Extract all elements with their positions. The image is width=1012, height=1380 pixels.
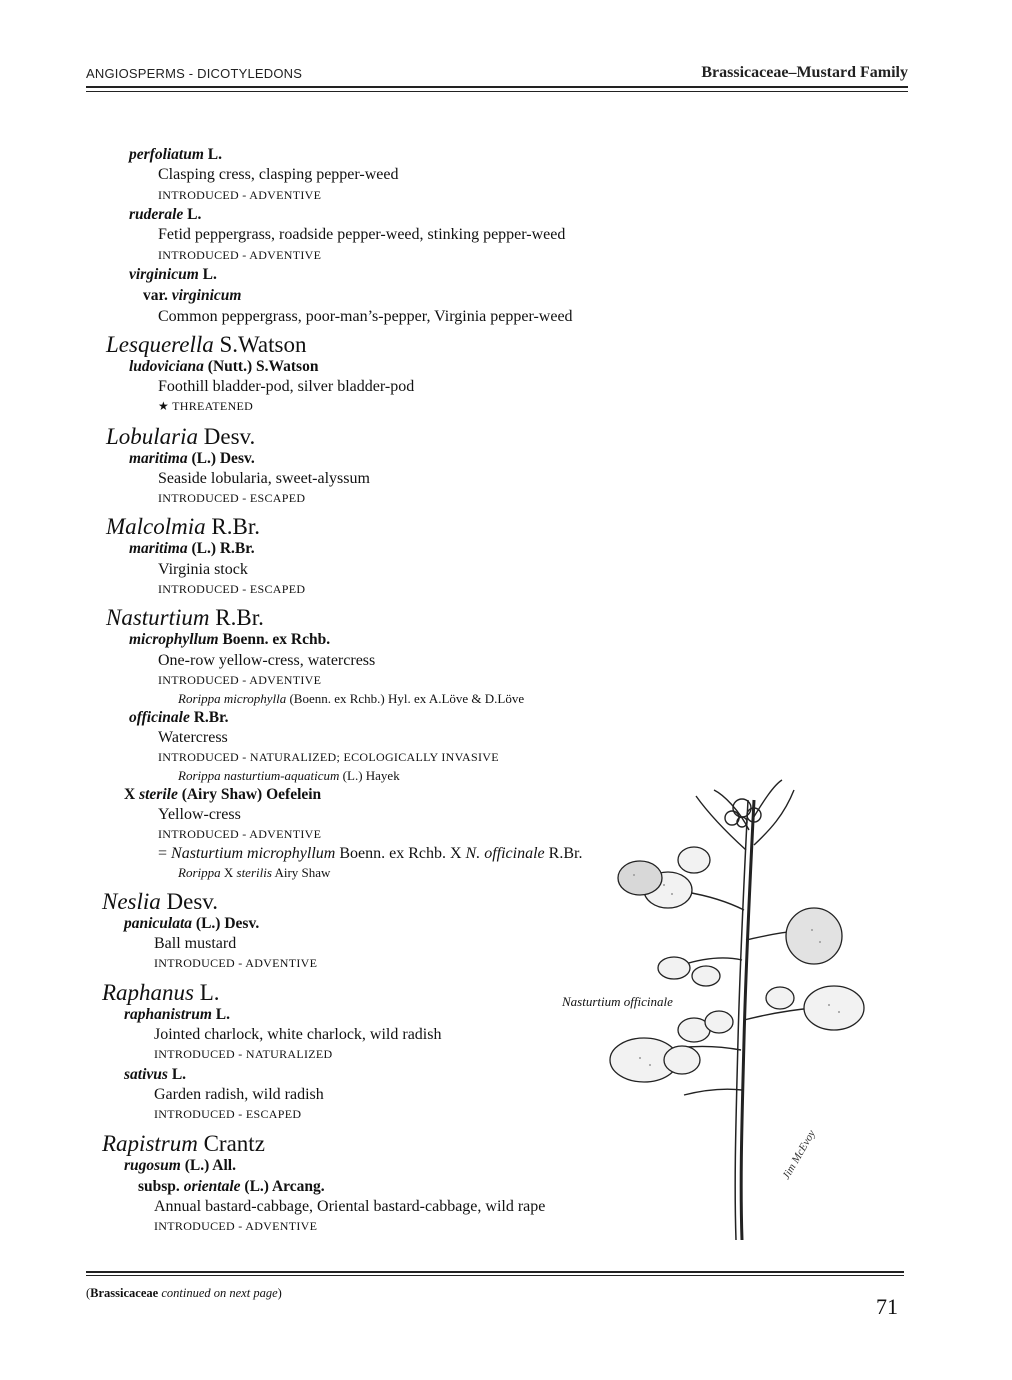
genus-malcolmia: Malcolmia R.Br. <box>106 514 260 539</box>
genus-raphanus: Raphanus L. <box>102 980 220 1005</box>
common-name: Common peppergrass, poor-man’s-pepper, Virginia pepper-weed <box>158 308 573 325</box>
genus-nasturtium: Nasturtium R.Br. <box>106 605 264 630</box>
status: INTRODUCED - ADVENTIVE <box>158 827 322 841</box>
status: INTRODUCED - ADVENTIVE <box>154 956 318 970</box>
status: INTRODUCED - ESCAPED <box>158 491 306 505</box>
common-name: Yellow-cress <box>158 806 241 823</box>
common-name: Jointed charlock, white charlock, wild radish <box>154 1026 442 1043</box>
status: INTRODUCED - ADVENTIVE <box>158 248 322 262</box>
species-rugosum: rugosum (L.) All. <box>124 1157 236 1174</box>
synonym: Rorippa nasturtium-aquaticum (L.) Hayek <box>178 768 400 783</box>
status: INTRODUCED - ADVENTIVE <box>154 1219 318 1233</box>
illustrator-signature: Jim McEvoy <box>780 1128 818 1182</box>
illustration-caption: Nasturtium officinale <box>562 994 673 1009</box>
status: INTRODUCED - ADVENTIVE <box>158 673 322 687</box>
common-name: Garden radish, wild radish <box>154 1086 324 1103</box>
page-number: 71 <box>876 1294 898 1319</box>
synonym: Rorippa X sterilis Airy Shaw <box>178 865 331 880</box>
common-name: Seaside lobularia, sweet-alyssum <box>158 470 370 487</box>
common-name: Foothill bladder-pod, silver bladder-pod <box>158 378 415 395</box>
species-virginicum: virginicum L. <box>129 266 217 283</box>
common-name: One-row yellow-cress, watercress <box>158 652 376 669</box>
common-name: Ball mustard <box>154 935 237 952</box>
species-officinale: officinale R.Br. <box>129 709 229 726</box>
common-name: Clasping cress, clasping pepper-weed <box>158 166 399 183</box>
status: INTRODUCED - ESCAPED <box>154 1107 302 1121</box>
status: INTRODUCED - ADVENTIVE <box>158 188 322 202</box>
species-sterile: X sterile (Airy Shaw) Oefelein <box>124 786 322 803</box>
species-maritima: maritima (L.) Desv. <box>129 450 255 467</box>
continuation-note: (Brassicaceae continued on next page) <box>86 1286 282 1300</box>
status: INTRODUCED - ESCAPED <box>158 582 306 596</box>
genus-lesquerella: Lesquerella S.Watson <box>106 332 307 357</box>
species-ruderale: ruderale L. <box>129 206 202 223</box>
species-sativus: sativus L. <box>124 1066 187 1083</box>
footer-rule <box>86 1271 904 1273</box>
common-name: Virginia stock <box>158 561 248 578</box>
species-microphyllum: microphyllum Boenn. ex Rchb. <box>129 631 331 648</box>
common-name: Watercress <box>158 729 228 746</box>
header-rule <box>86 86 908 88</box>
species-paniculata: paniculata (L.) Desv. <box>124 915 260 932</box>
status: ★ THREATENED <box>158 399 254 413</box>
variety: var. virginicum <box>143 287 242 304</box>
common-name: Fetid peppergrass, roadside pepper-weed, stinking pepper-weed <box>158 226 566 243</box>
status: INTRODUCED - NATURALIZED; ECOLOGICALLY INVASIVE <box>158 750 499 764</box>
genus-rapistrum: Rapistrum Crantz <box>102 1131 265 1156</box>
species-maritima: maritima (L.) R.Br. <box>129 540 255 557</box>
species-raphanistrum: raphanistrum L. <box>124 1006 230 1023</box>
common-name: Annual bastard-cabbage, Oriental bastard-cabbage, wild rape <box>154 1198 546 1215</box>
running-head-right: Brassicaceae–Mustard Family <box>701 64 908 81</box>
running-head-left: ANGIOSPERMS - DICOTYLEDONS <box>86 66 303 81</box>
genus-lobularia: Lobularia Desv. <box>106 424 256 449</box>
header-rule-thin <box>86 91 908 92</box>
status: INTRODUCED - NATURALIZED <box>154 1047 333 1061</box>
species-ludoviciana: ludoviciana (Nutt.) S.Watson <box>129 358 319 375</box>
footer-rule-thin <box>86 1275 904 1276</box>
species-perfoliatum: perfoliatum L. <box>129 146 223 163</box>
genus-neslia: Neslia Desv. <box>102 889 219 914</box>
subspecies: subsp. orientale (L.) Arcang. <box>138 1178 325 1195</box>
synonym: Rorippa microphylla (Boenn. ex Rchb.) Hyl. ex A.Löve & D.Löve <box>178 691 525 706</box>
hybrid-parentage: = Nasturtium microphyllum Boenn. ex Rchb. X N. officinale R.Br. <box>158 845 583 862</box>
